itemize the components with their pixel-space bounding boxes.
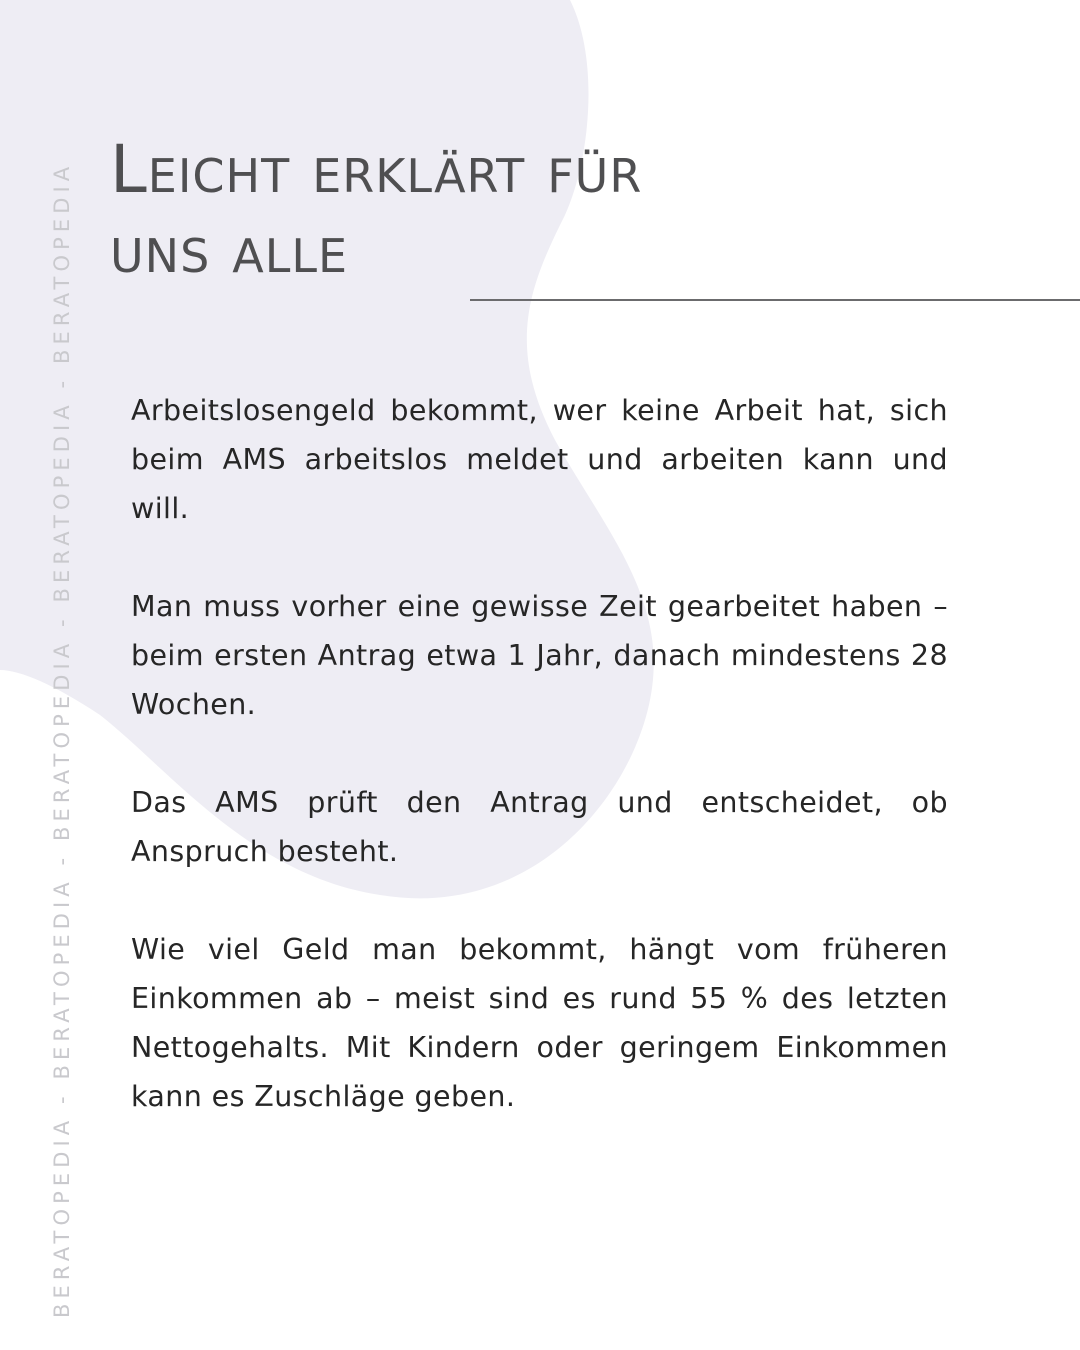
paragraph-eligibility: Arbeitslosengeld bekommt, wer keine Arbeit hat, sich beim AMS arbeitslos meldet und arbeiten kann und will. <box>131 394 948 525</box>
page-title <box>110 130 870 290</box>
page-title-line-1: Leicht erklärt für <box>110 131 643 208</box>
body-content <box>131 386 948 1170</box>
paragraph-amount: Wie viel Geld man bekommt, hängt vom früheren Einkommen ab – meist sind es rund 55 % des letzten Nettogehalts. Mit Kindern oder geringem Einkommen kann es Zuschläge geben. <box>131 933 948 1113</box>
title-divider <box>470 299 1080 301</box>
paragraph-work-period: Man muss vorher eine gewisse Zeit gearbeitet haben – beim ersten Antrag etwa 1 Jahr, danach mindestens 28 Wochen. <box>131 590 948 721</box>
page-title-line-2: uns alle <box>110 211 349 288</box>
paragraph-ams-review: Das AMS prüft den Antrag und entscheidet, ob Anspruch besteht. <box>131 786 948 868</box>
side-watermark: BERATOPEDIA - BERATOPEDIA - BERATOPEDIA - BERATOPEDIA - BERATOPEDIA <box>50 161 74 1318</box>
